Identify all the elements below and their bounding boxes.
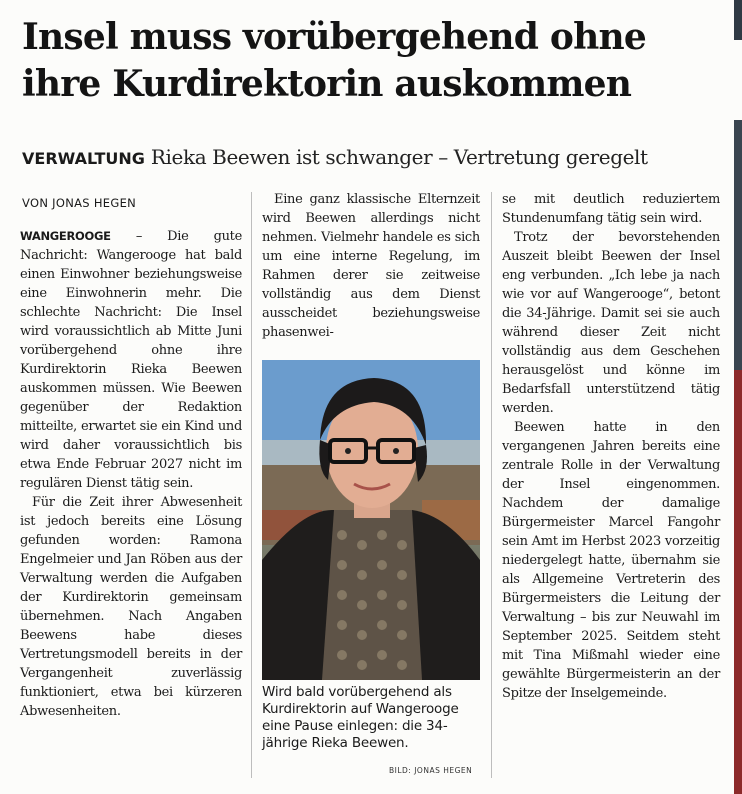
paragraph-text: – Die gute Nachricht: Wangerooge hat bald einen Einwohner beziehungsweise eine Einwohnerin mehr. Die schlechte Nachricht: Die Insel wird voraussichtlich ab Mitte Juni vorübergehend ohne ihre Kurdirektorin Rieka Beewen auskommen müssen. Wie Beewen gegenüber der Redaktion mitteilte, erwartet sie ein Kind und wird daher voraussichtlich bis etwa Ende Februar 2027 nicht im regulären Dienst tätig sein.: [20, 229, 242, 491]
byline: VON JONAS HEGEN: [22, 196, 137, 210]
column-divider: [251, 192, 252, 778]
photo-caption: Wird bald vorübergehend als Kurdirektorin auf Wangerooge eine Pause einlegen: die 34-jährige Rieka Beewen.: [262, 684, 459, 751]
paragraph: Beewen hatte in den vergangenen Jahren bereits eine zentrale Rolle in der Verwaltung der Insel eingenommen. Nachdem der damalige Bürgermeister Marcel Fangohr sein Amt im Herbst 2023 vorzeitig niedergelegt hatte, übernahm sie als Allgemeine Vertreterin des Bürgermeisters die Leitung der Verwaltung – bis zur Neuwahl im September 2025. Seitdem steht mit Tina Mißmahl wieder eine gewählte Bürgermeisterin an der Spitze der Inselgemeinde.: [502, 420, 720, 701]
article-column-3: [502, 190, 720, 703]
dateline: WANGEROOGE: [20, 229, 111, 243]
photo-credit: BILD: JONAS HEGEN: [389, 766, 473, 775]
adjacent-page-edge: [734, 120, 742, 370]
article-column-1: [20, 227, 242, 721]
paragraph: Eine ganz klassische Elternzeit wird Beewen allerdings nicht nehmen. Vielmehr handele es sich um eine interne Regelung, im Rahmen derer sie zeitweise vollständig aus dem Dienst ausscheidet beziehungsweise phasenwei-: [262, 192, 480, 340]
kicker: VERWALTUNG: [22, 149, 145, 168]
adjacent-page-edge: [734, 0, 742, 40]
adjacent-page-edge: [734, 370, 742, 794]
portrait-illustration: [262, 360, 480, 680]
column-divider: [491, 192, 492, 778]
article-column-2: [262, 190, 480, 342]
headline-line-1: Insel muss vorübergehend ohne: [22, 16, 646, 58]
subheadline-text: Rieka Beewen ist schwanger – Vertretung geregelt: [150, 145, 648, 169]
paragraph: se mit deutlich reduziertem Stundenumfang tätig sein wird.: [502, 192, 720, 226]
subheadline: [22, 143, 727, 173]
portrait-photo: [262, 360, 480, 680]
headline-line-2: ihre Kurdirektorin auskommen: [22, 63, 632, 105]
paragraph: [20, 227, 242, 493]
headline: [22, 14, 727, 108]
paragraph: Für die Zeit ihrer Abwesenheit ist jedoch bereits eine Lösung gefunden worden: Ramona Engelmeier und Jan Röben aus der Verwaltung werden die Aufgaben der Kurdirektorin gemeinsam übernehmen. Nach Angaben Beewens habe dieses Vertretungsmodell bereits in der Vergangenheit zuverlässig funktioniert, etwa bei kürzeren Abwesenheiten.: [20, 495, 242, 719]
paragraph: Trotz der bevorstehenden Auszeit bleibt Beewen der Insel eng verbunden. „Ich lebe ja nach wie vor auf Wangerooge“, betont die 34-Jährige. Damit sei sie auch während dieser Zeit nicht vollständig aus dem Geschehen herausgelöst und könne im Bedarfsfall unterstützend tätig werden.: [502, 230, 720, 416]
